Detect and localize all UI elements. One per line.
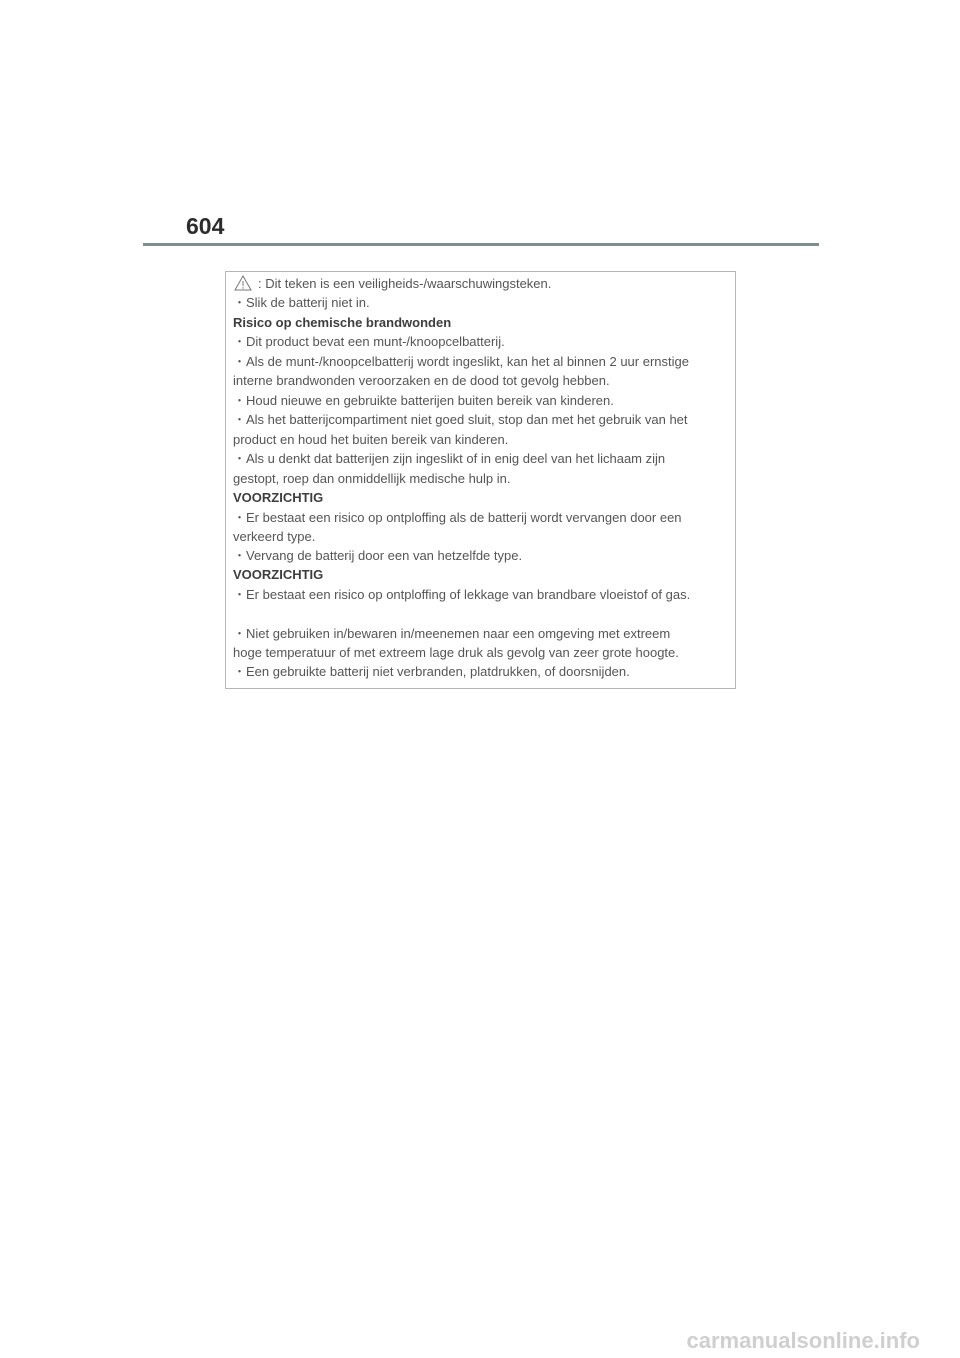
notice-line: gestopt, roep dan onmiddellijk medische hulp in. [233, 471, 511, 486]
notice-line: ・Vervang de batterij door een van hetzelfde type. [233, 548, 523, 563]
notice-line: ・Als de munt-/knoopcelbatterij wordt ingeslikt, kan het al binnen 2 uur ernstige [233, 354, 689, 369]
notice-line: ・Niet gebruiken in/bewaren in/meenemen naar een omgeving met extreem [233, 626, 671, 641]
warning-triangle-icon [234, 275, 252, 291]
notice-line: ・Slik de batterij niet in. [233, 295, 370, 310]
notice-line: ・Er bestaat een risico op ontploffing of lekkage van brandbare vloeistof of gas. [233, 587, 691, 602]
notice-line: product en houd het buiten bereik van kinderen. [233, 432, 509, 447]
watermark: carmanualsonline.info [686, 1328, 920, 1353]
notice-line: ・Als het batterijcompartiment niet goed sluit, stop dan met het gebruik van het [233, 412, 688, 427]
notice-line: interne brandwonden veroorzaken en de dood tot gevolg hebben. [233, 373, 610, 388]
caution-heading: VOORZICHTIG [233, 567, 324, 582]
header-rule [143, 243, 819, 246]
notice-line: verkeerd type. [233, 529, 316, 544]
notice-line: ・Als u denkt dat batterijen zijn ingeslikt of in enig deel van het lichaam zijn [233, 451, 666, 466]
symbol-explanation: : Dit teken is een veiligheids-/waarschuwingsteken. [258, 276, 552, 291]
notice-line: ・Er bestaat een risico op ontploffing als de batterij wordt vervangen door een [233, 510, 682, 525]
notice-line: ・Dit product bevat een munt-/knoopcelbatterij. [233, 334, 505, 349]
notice-line: ・Een gebruikte batterij niet verbranden, platdrukken, of doorsnijden. [233, 664, 630, 679]
page-number: 604 [186, 213, 225, 239]
notice-heading: Risico op chemische brandwonden [233, 315, 452, 330]
notice-line: hoge temperatuur of met extreem lage druk als gevolg van zeer grote hoogte. [233, 645, 679, 660]
notice-line: ・Houd nieuwe en gebruikte batterijen buiten bereik van kinderen. [233, 393, 614, 408]
caution-heading: VOORZICHTIG [233, 490, 324, 505]
